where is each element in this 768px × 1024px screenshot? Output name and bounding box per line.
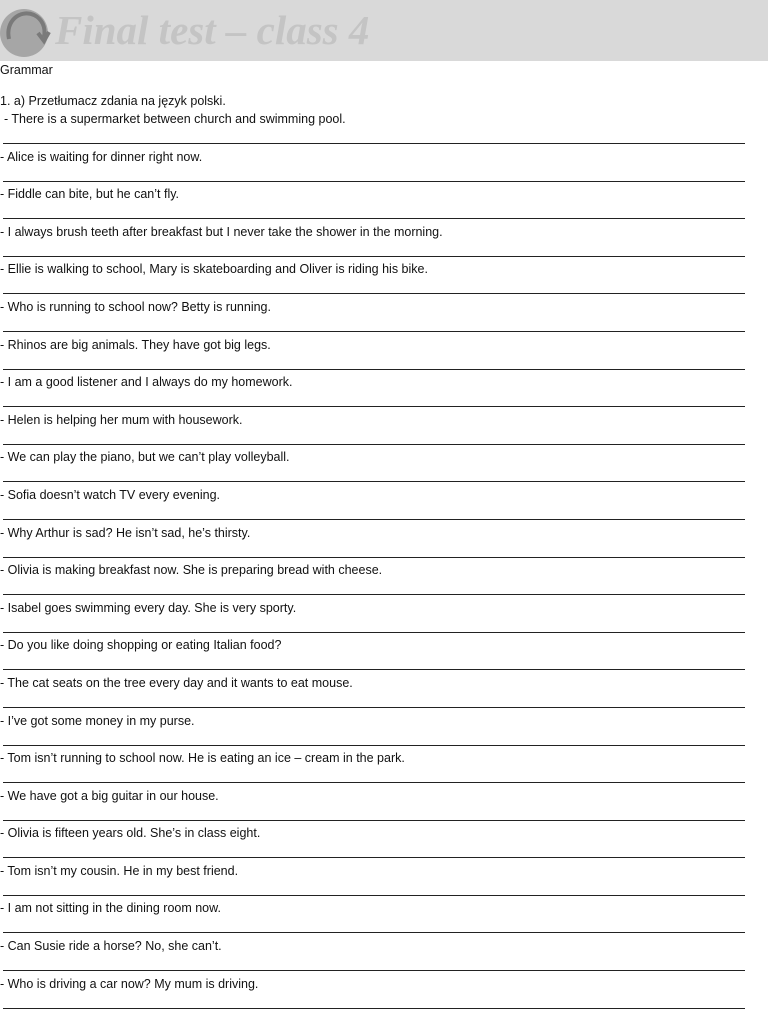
answer-line[interactable] [3,369,745,370]
answer-line[interactable] [3,519,745,520]
sentence-text: - The cat seats on the tree every day and it wants to eat mouse. [0,675,353,690]
sentence-item [0,486,768,524]
sentence-item [0,899,768,937]
sentence-item [0,862,768,900]
header-band [0,0,768,61]
sentence-item [0,824,768,862]
sentence-item [0,223,768,261]
sentence-text: - Sofia doesn’t watch TV every evening. [0,487,221,502]
sentence-text: - Isabel goes swimming every day. She is very sporty. [0,600,297,615]
sentence-text: - We have got a big guitar in our house. [0,788,219,803]
sentence-item [0,148,768,186]
sentence-item [0,336,768,374]
answer-line[interactable] [3,857,745,858]
circular-arrow-logo-icon [0,3,52,59]
answer-line[interactable] [3,218,745,219]
answer-line[interactable] [3,256,745,257]
sentence-item [0,975,768,1013]
sentence-item [0,298,768,336]
stray-underline [314,481,398,482]
sentence-item [0,185,768,223]
sentence-text: - Ellie is walking to school, Mary is skateboarding and Oliver is riding his bike. [0,262,428,277]
answer-line[interactable] [3,707,745,708]
answer-line[interactable] [3,632,745,633]
sentence-text: - We can play the piano, but we can’t play volleyball. [0,450,290,465]
answer-line[interactable] [3,444,745,445]
answer-line[interactable] [3,331,745,332]
sentence-text: - Fiddle can bite, but he can’t fly. [0,187,180,202]
answer-line[interactable] [3,181,745,182]
answer-line[interactable] [3,932,745,933]
answer-line[interactable] [3,143,745,144]
sentence-item [0,749,768,787]
answer-line[interactable] [3,293,745,294]
sentence-text: - Rhinos are big animals. They have got big legs. [0,337,271,352]
sentence-text: - I’ve got some money in my purse. [0,713,195,728]
task-heading: 1. a) Przetłumacz zdania na język polski. [0,94,226,108]
answer-line[interactable] [3,820,745,821]
answer-line[interactable] [3,406,745,407]
sentence-text: - Who is driving a car now? My mum is driving. [0,976,259,991]
answer-line[interactable] [3,782,745,783]
sentence-text: - There is a supermarket between church and swimming pool. [4,112,346,126]
sentence-text: - Do you like doing shopping or eating Italian food? [0,638,282,653]
sentence-item [0,712,768,750]
answer-line[interactable] [3,1008,745,1009]
answer-line[interactable] [3,895,745,896]
sentence-item [0,674,768,712]
sentence-list [0,110,768,1012]
sentence-text: - Who is running to school now? Betty is running. [0,299,271,314]
sentence-item [0,110,768,148]
page-title: Final test – class 4 [55,7,370,53]
answer-line[interactable] [3,970,745,971]
sentence-text: - Why Arthur is sad? He isn’t sad, he’s thirsty. [0,525,251,540]
sentence-text: - Olivia is fifteen years old. She’s in class eight. [0,826,261,841]
sentence-item [0,937,768,975]
sentence-text: - Can Susie ride a horse? No, she can’t. [0,939,222,954]
answer-line[interactable] [3,557,745,558]
sentence-item [0,411,768,449]
sentence-text: - Tom isn’t running to school now. He is eating an ice – cream in the park. [0,751,405,766]
answer-line[interactable] [3,594,745,595]
answer-line[interactable] [3,745,745,746]
sentence-text: - Tom isn’t my cousin. He in my best friend. [0,863,239,878]
sentence-item [0,599,768,637]
sentence-text: - Helen is helping her mum with housework. [0,412,243,427]
sentence-text: - Olivia is making breakfast now. She is preparing bread with cheese. [0,563,383,578]
sentence-item [0,561,768,599]
sentence-text: - I am not sitting in the dining room now. [0,901,221,916]
sentence-item [0,636,768,674]
sentence-text: - Alice is waiting for dinner right now. [0,149,203,164]
sentence-item [0,524,768,562]
sentence-text: - I always brush teeth after breakfast but I never take the shower in the morning. [0,224,443,239]
section-label: Grammar [0,63,53,77]
sentence-item [0,787,768,825]
sentence-item [0,260,768,298]
answer-line[interactable] [3,669,745,670]
sentence-item [0,373,768,411]
sentence-text: - I am a good listener and I always do my homework. [0,375,293,390]
